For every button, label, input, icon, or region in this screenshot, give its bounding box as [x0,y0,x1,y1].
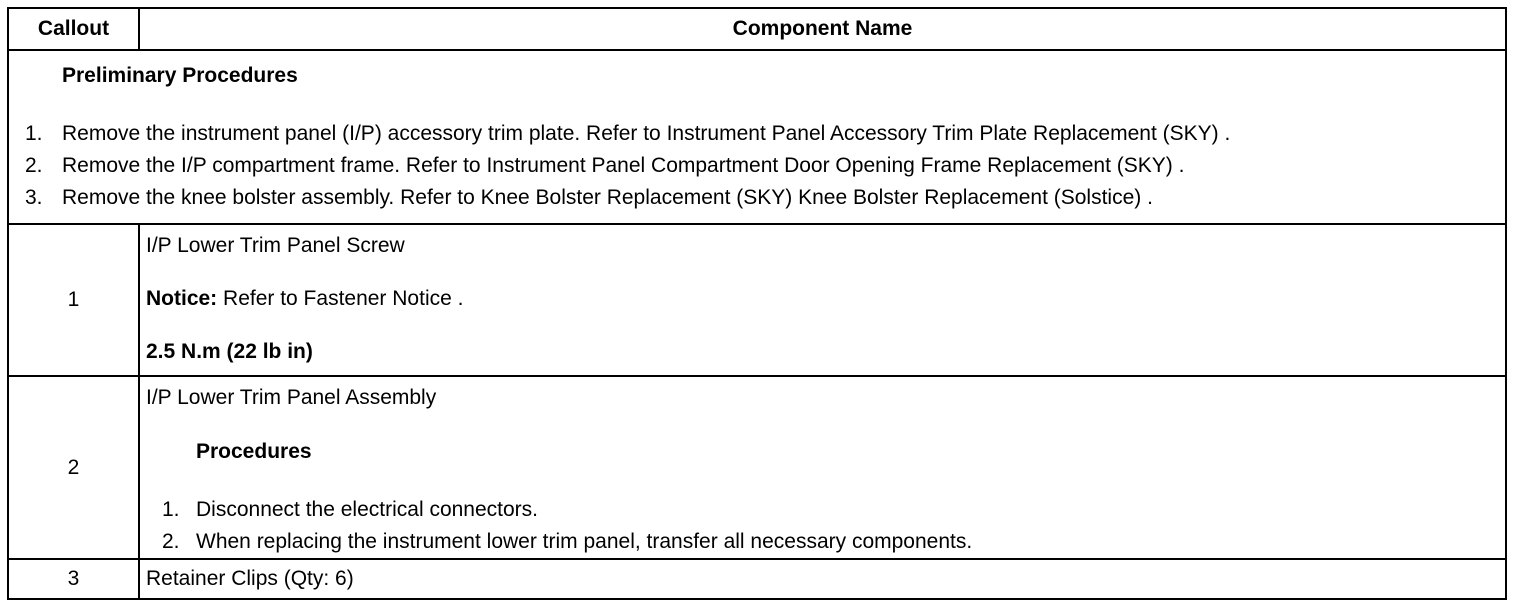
callout-number: 1 [8,224,139,376]
step-text: Remove the I/P compartment frame. Refer to Instrument Panel Compartment Door Opening Frame Replacement (SKY) . [62,153,1185,177]
notice-label: Notice: [146,287,218,311]
component-cell [139,224,1506,376]
step-number: 1. [162,497,180,521]
procedure-steps [146,493,1505,557]
preliminary-row [8,50,1506,224]
callout-number: 3 [8,559,139,599]
step-text: Remove the knee bolster assembly. Refer to Knee Bolster Replacement (SKY) Knee Bolster Replacement (Solstice) . [62,185,1153,209]
table-row [8,559,1506,599]
component-table [7,7,1507,600]
header-row [8,8,1506,50]
step-number: 2. [162,529,180,553]
step-number: 3. [25,185,43,209]
step-number: 1. [25,121,43,145]
table-row [8,224,1506,376]
procedures-title: Procedures [196,440,312,464]
preliminary-title: Preliminary Procedures [62,64,298,87]
table-row [8,376,1506,559]
component-name: I/P Lower Trim Panel Screw [146,234,405,257]
list-item [9,117,1505,149]
callout-header: Callout [8,8,139,50]
component-name: I/P Lower Trim Panel Assembly [146,386,437,409]
list-item [9,149,1505,181]
notice-text: Refer to Fastener Notice . [217,287,464,311]
component-name-header: Component Name [139,8,1506,50]
preliminary-cell [8,50,1506,224]
list-item [146,525,1505,557]
callout-number: 2 [8,376,139,559]
component-name: Retainer Clips (Qty: 6) [139,559,1506,599]
step-text: Remove the instrument panel (I/P) accessory trim plate. Refer to Instrument Panel Accessory Trim Plate Replacement (SKY) . [62,121,1231,145]
step-number: 2. [25,153,43,177]
list-item [146,493,1505,525]
step-text: Disconnect the electrical connectors. [196,497,538,521]
list-item [9,181,1505,213]
preliminary-steps [9,117,1505,213]
component-cell [139,376,1506,559]
notice-line [146,286,1505,311]
step-text: When replacing the instrument lower trim panel, transfer all necessary components. [196,529,973,553]
torque-spec: 2.5 N.m (22 lb in) [146,340,313,364]
